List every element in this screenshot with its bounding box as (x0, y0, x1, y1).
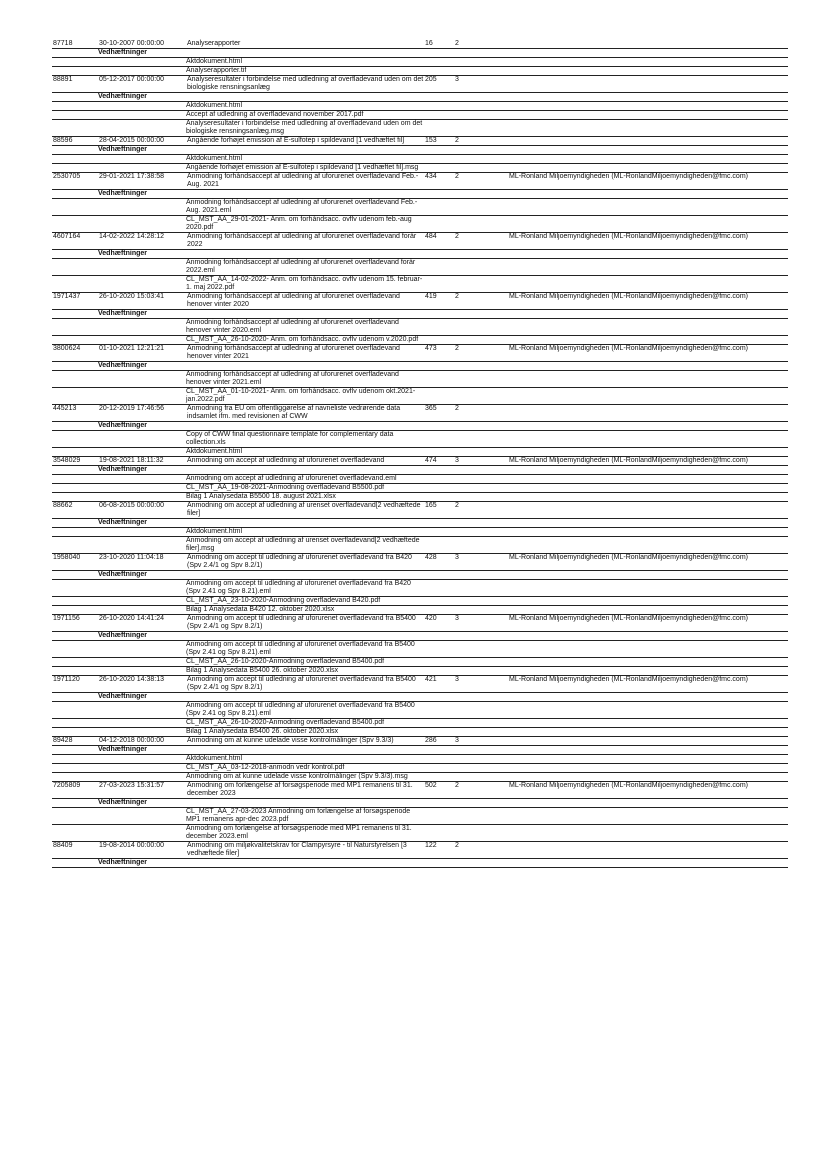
record-row (52, 233, 788, 249)
attachment-name: CL_MST_AA_29-01-2021- Anm. om forhåndsacc. ovflv udenom feb.-aug 2020.pdf (186, 216, 412, 231)
record (52, 76, 788, 137)
attachments-label: Vedhæftninger (98, 422, 148, 429)
attachment-row (52, 318, 788, 335)
record (52, 233, 788, 293)
record-pages: 420 (425, 615, 437, 622)
record-title: Analyserapporter (187, 40, 241, 47)
record-id: 87718 (53, 40, 73, 47)
record-pages: 365 (425, 405, 437, 412)
record-count: 2 (455, 345, 459, 352)
record-pages: 165 (425, 502, 437, 509)
attachment-name: Bilag 1 Analysedata B5400 26. oktober 2020.xlsx (186, 728, 339, 735)
record-date: 20-12-2019 17:46:56 (99, 405, 164, 412)
record (52, 842, 788, 868)
record-title: Anmodning om accept til udledning af uforurenet overfladevand fra B5400 (Spv 2.4/1 og Spv 8.2/1) (187, 615, 416, 630)
record (52, 676, 788, 737)
record-row (52, 405, 788, 421)
record-title: Anmodning om accept til udledning af uforurenet overfladevand fra B5400 (Spv 2.4/1 og Spv 8.2/1) (187, 676, 416, 691)
attachments-header (52, 465, 788, 474)
record-sender: ML-Ronland Miljoemyndigheden (ML-RonlandMiljoemyndigheden@fmc.com) (509, 345, 748, 352)
attachments-label: Vedhæftninger (98, 859, 148, 866)
record-count: 3 (455, 676, 459, 683)
attachment-row (52, 527, 788, 536)
record-row (52, 40, 788, 48)
record-pages: 16 (425, 40, 433, 47)
record (52, 345, 788, 405)
record-count: 2 (455, 405, 459, 412)
attachment-name: Bilag 1 Analysedata B5500 18. august 2021.xlsx (186, 493, 336, 500)
record-count: 3 (455, 615, 459, 622)
attachment-name: Accept af udledning af overfladevand november 2017.pdf (186, 111, 364, 118)
attachments-label: Vedhæftninger (98, 571, 148, 578)
record-pages: 428 (425, 554, 437, 561)
record (52, 615, 788, 676)
record-pages: 434 (425, 173, 437, 180)
document-table (52, 40, 788, 868)
attachment-name: CL_MST_AA_26-10-2020-Anmodning overfladevand B5400.pdf (186, 719, 385, 726)
record-count: 3 (455, 737, 459, 744)
attachments-label: Vedhæftninger (98, 632, 148, 639)
attachments-label: Vedhæftninger (98, 746, 148, 753)
record-row (52, 554, 788, 570)
record-id: 1971156 (53, 615, 80, 622)
record-title: Angående forhøjet emission af E-sulfotep i spildevand [1 vedhæftet fil] (187, 137, 405, 144)
record-date: 30-10-2007 00:00:00 (99, 40, 164, 47)
attachment-name: Anmodning om accept af udledning af uforurenet overfladevand.eml (186, 475, 397, 482)
attachment-row (52, 474, 788, 483)
attachment-name: Anmodning om forlængelse af forsøgsperiode med MP1 remanens til 31. december 2023.eml (186, 825, 412, 840)
attachments-header (52, 361, 788, 370)
attachment-row (52, 198, 788, 215)
record-id: 1971437 (53, 293, 81, 300)
record-id: 89428 (53, 737, 73, 744)
attachments-label: Vedhæftninger (98, 693, 148, 700)
attachments-header (52, 92, 788, 101)
attachment-row (52, 215, 788, 232)
record-pages: 473 (425, 345, 437, 352)
attachments-header (52, 798, 788, 807)
attachment-row (52, 666, 788, 675)
attachment-row (52, 596, 788, 605)
record-pages: 419 (425, 293, 437, 300)
attachment-row (52, 492, 788, 501)
attachments-label: Vedhæftninger (98, 799, 148, 806)
attachment-row (52, 657, 788, 666)
attachments-label: Vedhæftninger (98, 250, 148, 257)
record-date: 19-08-2021 18:11:32 (99, 457, 164, 464)
record-pages: 122 (425, 842, 437, 849)
attachment-row (52, 579, 788, 596)
attachment-row (52, 605, 788, 614)
record-row (52, 502, 788, 518)
record-title: Analyseresultater i forbindelse med udledning af overfladevand uden om det biologiske rensningsanlæg (187, 76, 424, 91)
attachment-row (52, 824, 788, 841)
record-pages: 153 (425, 137, 437, 144)
attachment-row (52, 335, 788, 344)
attachments-label: Vedhæftninger (98, 466, 148, 473)
record-count: 2 (455, 40, 459, 47)
record-date: 28-04-2015 00:00:00 (99, 137, 164, 144)
attachment-row (52, 640, 788, 657)
attachments-header (52, 189, 788, 198)
record-id: 88662 (53, 502, 73, 509)
attachment-name: CL_MST_AA_26-10-2020-Anmodning overfladevand B5400.pdf (186, 658, 385, 665)
attachments-label: Vedhæftninger (98, 362, 148, 369)
record-date: 26-10-2020 14:41:24 (99, 615, 164, 622)
attachment-name: Anmodning om accept til udledning af uforurenet overfladevand fra B5400 (Spv 2.41 og Spv 8.21).eml (186, 702, 415, 717)
record-title: Anmodning om accept af udledning af urenset overfladevand[2 vedhæftede filer] (187, 502, 421, 517)
record-row (52, 676, 788, 692)
record-count: 3 (455, 457, 459, 464)
attachment-row (52, 701, 788, 718)
attachment-row (52, 57, 788, 66)
record (52, 40, 788, 76)
record-title: Anmodning forhåndsaccept af udledning af uforurenet overfladevand Feb.-Aug. 2021 (187, 173, 419, 188)
attachment-row (52, 772, 788, 781)
attachment-name: Anmodning forhåndsaccept af udledning af uforurenet overfladevand henover vinter 2021.eml (186, 371, 399, 386)
record-row (52, 76, 788, 92)
record-sender: ML-Ronland Miljoemyndigheden (ML-RonlandMiljoemyndigheden@fmc.com) (509, 676, 748, 683)
record-sender: ML-Ronland Miljoemyndigheden (ML-RonlandMiljoemyndigheden@fmc.com) (509, 554, 748, 561)
record (52, 293, 788, 345)
attachment-name: Bilag 1 Analysedata B420 12. oktober 2020.xlsx (186, 606, 335, 613)
record-id: 3548029 (53, 457, 81, 464)
attachment-row (52, 258, 788, 275)
record-date: 26-10-2020 14:38:13 (99, 676, 164, 683)
attachment-row (52, 807, 788, 824)
attachment-name: CL_MST_AA_03-12-2018-anmodn vedr kontrol.pdf (186, 764, 345, 771)
attachment-row (52, 370, 788, 387)
record-title: Anmodning forhåndsaccept af udledning af uforurenet overfladevand henover vinter 2020 (187, 293, 400, 308)
record-pages: 474 (425, 457, 437, 464)
attachment-name: Anmodning forhåndsaccept af udledning af uforurenet overfladevand Feb.-Aug. 2021.eml (186, 199, 418, 214)
record-date: 01-10-2021 12:21:21 (99, 345, 164, 352)
record-date: 19-08-2014 00:00:00 (99, 842, 164, 849)
record (52, 137, 788, 173)
attachments-header (52, 692, 788, 701)
attachment-name: Aktdokument.html (186, 448, 243, 455)
record-sender: ML-Ronland Miljoemyndigheden (ML-RonlandMiljoemyndigheden@fmc.com) (509, 782, 748, 789)
attachment-row (52, 101, 788, 110)
attachment-name: CL_MST_AA_19-08-2021-Anmodning overfladevand B5500.pdf (186, 484, 385, 491)
record-count: 2 (455, 782, 459, 789)
record-date: 06-08-2015 00:00:00 (99, 502, 164, 509)
attachment-name: Anmodning om accept af udledning af urenset overfladevand[2 vedhæftede filer].msg (186, 537, 420, 552)
attachment-name: Angående forhøjet emission af E-sulfotep i spildevand [1 vedhæftet fil].msg (186, 164, 419, 171)
record-row (52, 457, 788, 465)
record-pages: 286 (425, 737, 437, 744)
attachment-row (52, 754, 788, 763)
record-count: 2 (455, 233, 459, 240)
record-pages: 205 (425, 76, 437, 83)
record-count: 2 (455, 293, 459, 300)
record-row (52, 293, 788, 309)
attachments-header (52, 631, 788, 640)
attachments-header (52, 309, 788, 318)
record-row (52, 173, 788, 189)
attachments-label: Vedhæftninger (98, 519, 148, 526)
record-id: 4607164 (53, 233, 81, 240)
record-id: 2530705 (53, 173, 81, 180)
attachment-row (52, 430, 788, 447)
record-id: 1958040 (53, 554, 81, 561)
attachments-header (52, 249, 788, 258)
attachment-name: CL_MST_AA_27-03-2023 Anmodning om forlængelse af forsøgsperiode MP1 remanens apr-dec 2023.pdf (186, 808, 411, 823)
attachments-header (52, 570, 788, 579)
record-date: 05-12-2017 00:00:00 (99, 76, 164, 83)
record-id: 445213 (53, 405, 77, 412)
attachment-row (52, 110, 788, 119)
attachment-name: Bilag 1 Analysedata B5400 26. oktober 2020.xlsx (186, 667, 339, 674)
record-count: 2 (455, 137, 459, 144)
record-title: Anmodning om forlængelse af forsøgsperiode med MP1 remanens til 31. december 2023 (187, 782, 413, 797)
attachment-row (52, 718, 788, 727)
record-pages: 502 (425, 782, 437, 789)
attachment-name: CL_MST_AA_01-10-2021- Anm. om forhåndsacc. ovflv udenom okt.2021-jan.2022.pdf (186, 388, 416, 403)
attachments-header (52, 518, 788, 527)
record-title: Anmodning forhåndsaccept af udledning af uforurenet overfladevand forår 2022 (187, 233, 417, 248)
record-count: 3 (455, 76, 459, 83)
record-id: 88891 (53, 76, 73, 83)
attachment-name: Analyseresultater i forbindelse med udledning af overfladevand uden om det biologiske rensningsanlæg.msg (186, 120, 423, 135)
attachment-row (52, 536, 788, 553)
attachment-name: CL_MST_AA_14-02-2022- Anm. om forhåndsacc. ovflv udenom 15. februar-1. maj 2022.pdf (186, 276, 423, 291)
attachments-label: Vedhæftninger (98, 310, 148, 317)
record-date: 27-03-2023 15:31:57 (99, 782, 164, 789)
attachment-name: Anmodning forhåndsaccept af udledning af uforurenet overfladevand forår 2022.eml (186, 259, 416, 274)
attachments-header (52, 421, 788, 430)
attachments-label: Vedhæftninger (98, 93, 148, 100)
attachment-row (52, 66, 788, 75)
attachment-name: CL_MST_AA_26-10-2020- Anm. om forhåndsacc. ovflv udenom v.2020.pdf (186, 336, 419, 343)
record-id: 1971120 (53, 676, 80, 683)
record-date: 26-10-2020 15:03:41 (99, 293, 164, 300)
record-id: 7205809 (53, 782, 81, 789)
record-row (52, 345, 788, 361)
attachment-row (52, 154, 788, 163)
record (52, 502, 788, 554)
record (52, 405, 788, 457)
record-count: 3 (455, 554, 459, 561)
record (52, 173, 788, 233)
record-row (52, 782, 788, 798)
record-row (52, 842, 788, 858)
attachment-row (52, 483, 788, 492)
attachments-header (52, 858, 788, 867)
attachment-row (52, 763, 788, 772)
record-date: 29-01-2021 17:38:58 (99, 173, 164, 180)
record-count: 2 (455, 173, 459, 180)
record-title: Anmodning om accept af udledning af uforurenet overfladevand (187, 457, 385, 464)
attachments-label: Vedhæftninger (98, 146, 148, 153)
attachments-header (52, 145, 788, 154)
attachment-row (52, 119, 788, 136)
attachment-row (52, 387, 788, 404)
record-sender: ML-Ronland Miljoemyndigheden (ML-RonlandMiljoemyndigheden@fmc.com) (509, 615, 748, 622)
record-sender: ML-Ronland Miljoemyndigheden (ML-RonlandMiljoemyndigheden@fmc.com) (509, 173, 748, 180)
record-date: 04-12-2018 00:00:00 (99, 737, 164, 744)
record-count: 2 (455, 842, 459, 849)
attachments-header (52, 48, 788, 57)
attachment-name: CL_MST_AA_23-10-2020-Anmodning overfladevand B420.pdf (186, 597, 381, 604)
record-id: 3800624 (53, 345, 81, 352)
attachment-row (52, 727, 788, 736)
record-title: Anmodning fra EU om offentliggørelse af navneliste vedrørende data indsamlet ifm. med revisionen af CWW (187, 405, 401, 420)
attachment-name: Anmodning om accept til udledning af uforurenet overfladevand fra B5400 (Spv 2.41 og Spv 8.21).eml (186, 641, 415, 656)
record-title: Anmodning forhåndsaccept af udledning af uforurenet overfladevand henover vinter 2021 (187, 345, 400, 360)
record-pages: 484 (425, 233, 437, 240)
record-row (52, 137, 788, 145)
attachment-name: Aktdokument.html (186, 102, 243, 109)
record-row (52, 615, 788, 631)
attachment-name: Anmodning om accept til udledning af uforurenet overfladevand fra B420 (Spv 2.41 og Spv 8.21).eml (186, 580, 411, 595)
record-id: 88409 (53, 842, 73, 849)
attachments-header (52, 745, 788, 754)
record-sender: ML-Ronland Miljoemyndigheden (ML-RonlandMiljoemyndigheden@fmc.com) (509, 457, 748, 464)
attachment-name: Aktdokument.html (186, 155, 243, 162)
record-date: 14-02-2022 14:28:12 (99, 233, 164, 240)
attachment-name: Analyserapporter.tif (186, 67, 247, 74)
record-date: 23-10-2020 11:04:18 (99, 554, 164, 561)
record-title: Anmodning om at kunne udelade visse kontrolmålinger (Spv 9.3/3) (187, 737, 394, 744)
record (52, 554, 788, 615)
attachment-name: Copy of CWW final questionnaire template for complementary data collection.xls (186, 431, 394, 446)
attachment-row (52, 447, 788, 456)
record (52, 737, 788, 782)
attachment-name: Aktdokument.html (186, 58, 243, 65)
record (52, 457, 788, 502)
record-row (52, 737, 788, 745)
record-id: 88596 (53, 137, 73, 144)
attachment-name: Anmodning om at kunne udelade visse kontrolmålinger (Spv 9.3/3).msg (186, 773, 408, 780)
record-title: Anmodning om accept til udledning af uforurenet overfladevand fra B420 (Spv 2.4/1 og Spv 8.2/1) (187, 554, 412, 569)
attachment-name: Aktdokument.html (186, 755, 243, 762)
attachment-name: Aktdokument.html (186, 528, 243, 535)
record-pages: 421 (425, 676, 437, 683)
record-count: 2 (455, 502, 459, 509)
attachment-row (52, 163, 788, 172)
attachments-label: Vedhæftninger (98, 49, 148, 56)
record-sender: ML-Ronland Miljoemyndigheden (ML-RonlandMiljoemyndigheden@fmc.com) (509, 233, 748, 240)
record-sender: ML-Ronland Miljoemyndigheden (ML-RonlandMiljoemyndigheden@fmc.com) (509, 293, 748, 300)
attachment-row (52, 275, 788, 292)
record (52, 782, 788, 842)
record-title: Anmodning om miljøkvalitetskrav for Clampyrsyre - til Naturstyrelsen [3 vedhæftede filer] (187, 842, 407, 857)
attachment-name: Anmodning forhåndsaccept af udledning af uforurenet overfladevand henover vinter 2020.eml (186, 319, 399, 334)
attachments-label: Vedhæftninger (98, 190, 148, 197)
